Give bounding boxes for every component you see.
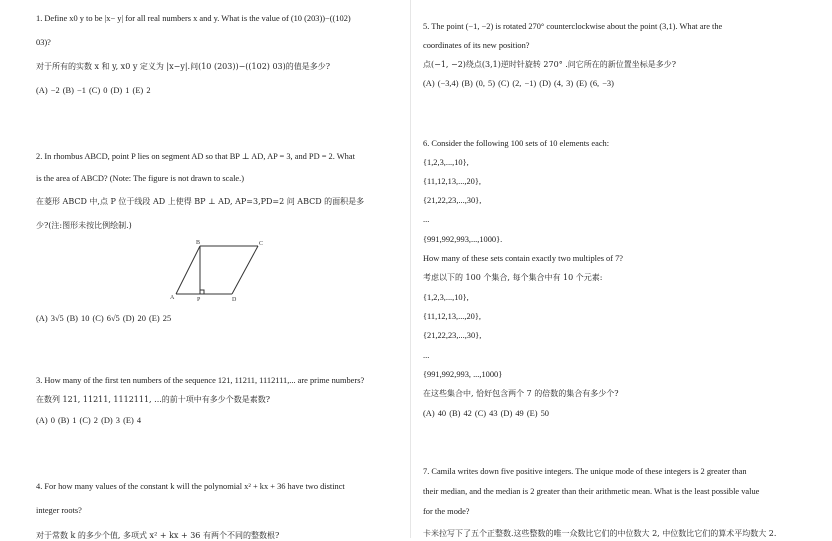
right-angle-mark bbox=[200, 290, 204, 294]
question-4-text-line-1: 4. For how many values of the constant k will the polynomial x² + kx + 36 have two distinct bbox=[36, 482, 345, 491]
question-6-question: How many of these sets contain exactly two multiples of 7? bbox=[423, 254, 624, 263]
question-2-text-line-1: 2. In rhombus ABCD, point P lies on segment AD so that BP ⊥ AD, AP = 3, and PD = 2. What bbox=[36, 152, 355, 161]
question-7-text-line-3: for the mode? bbox=[423, 507, 470, 516]
set-ellipsis-zh: ... bbox=[423, 351, 430, 360]
vertex-label-b: B bbox=[196, 240, 201, 246]
set-line: {991,992,993,...,1000}. bbox=[423, 235, 503, 244]
set-line: {21,22,23,...,30}, bbox=[423, 196, 482, 205]
question-1-options: (A) −2 (B) −1 (C) 0 (D) 1 (E) 2 bbox=[36, 86, 151, 95]
set-line-zh: {21,22,23,...,30}, bbox=[423, 331, 482, 340]
question-2-chinese-text-line-1: 在菱形 ABCD 中,点 P 位于线段 AD 上使得 BP ⊥ AD, AP=3,PD=2 问 ABCD 的面积是多 bbox=[36, 197, 365, 206]
question-1-text-line-1: 1. Define x0 y to be |x− y| for all real numbers x and y. What is the value of (10 (203))−((102) bbox=[36, 14, 351, 23]
rhombus-figure bbox=[168, 238, 268, 304]
question-7-text-line-1: 7. Camila writes down five positive integers. The unique mode of these integers is 2 greater than bbox=[423, 467, 747, 476]
question-2-chinese-text-line-2: 少?(注:图形未按比例绘制.) bbox=[36, 221, 132, 230]
question-3-options: (A) 0 (B) 1 (C) 2 (D) 3 (E) 4 bbox=[36, 416, 142, 425]
rhombus-side-cd bbox=[232, 246, 258, 294]
question-5-text-line-1: 5. The point (−1, −2) is rotated 270° counterclockwise about the point (3,1). What are the bbox=[423, 22, 723, 31]
question-3-chinese-text: 在数列 121, 11211, 1112111, ...的前十项中有多少个数是素数? bbox=[36, 395, 271, 404]
question-1-chinese-text: 对于所有的实数 x 和 y, x0 y 定义为 |x−y|.问(10 (203))−((102) 03)的值是多少? bbox=[36, 62, 331, 71]
question-5-options: (A) (−3,4) (B) (0, 5) (C) (2, −1) (D) (4, 3) (E) (6, −3) bbox=[423, 79, 614, 88]
vertex-label-a: A bbox=[170, 295, 175, 301]
rhombus-side-ab bbox=[176, 246, 200, 294]
set-line: {11,12,13,...,20}, bbox=[423, 177, 481, 186]
set-line-zh: {1,2,3,...,10}, bbox=[423, 293, 469, 302]
set-line-zh: {991,992,993, ...,1000} bbox=[423, 370, 503, 379]
question-6-text-line-1: 6. Consider the following 100 sets of 10 elements each: bbox=[423, 139, 610, 148]
set-line-zh: {11,12,13,...,20}, bbox=[423, 312, 481, 321]
question-6-chinese-intro: 考虑以下的 100 个集合, 每个集合中有 10 个元素: bbox=[423, 273, 603, 282]
vertex-label-d: D bbox=[232, 297, 237, 303]
vertex-label-c: C bbox=[259, 241, 264, 247]
question-4-text-line-2: integer roots? bbox=[36, 506, 82, 515]
set-ellipsis: ... bbox=[423, 215, 430, 224]
question-7-text-line-2: their median, and the median is 2 greater than their arithmetic mean. What is the least possible value bbox=[423, 487, 760, 496]
point-label-p: P bbox=[197, 297, 201, 303]
question-3-text-line-1: 3. How many of the first ten numbers of the sequence 121, 11211, 1112111,... are prime numbers? bbox=[36, 376, 365, 385]
question-5-text-line-2: coordinates of its new position? bbox=[423, 41, 530, 50]
question-1-text-line-2: 03)? bbox=[36, 38, 51, 47]
set-line: {1,2,3,...,10}, bbox=[423, 158, 469, 167]
question-6-chinese-question: 在这些集合中, 恰好包含两个 7 的倍数的集合有多少个? bbox=[423, 389, 619, 398]
question-7-chinese-text-cut: 卡米拉写下了五个正整数.这些整数的唯一众数比它们的中位数大 2, 中位数比它们的算术平均数大 2. bbox=[423, 529, 777, 538]
question-2-options: (A) 3√5 (B) 10 (C) 6√5 (D) 20 (E) 25 bbox=[36, 314, 172, 323]
left-column bbox=[0, 0, 410, 538]
question-4-chinese-text-cut: 对于常数 k 的多少个值, 多项式 x² + kx + 36 有两个不同的整数根? bbox=[36, 531, 280, 540]
right-column bbox=[410, 0, 832, 538]
question-2-text-line-2: is the area of ABCD? (Note: The figure is not drawn to scale.) bbox=[36, 174, 244, 183]
question-5-chinese-text: 点(−1, −2)绕点(3,1)逆时针旋转 270° .问它所在的新位置坐标是多少? bbox=[423, 60, 677, 69]
question-6-options: (A) 40 (B) 42 (C) 43 (D) 49 (E) 50 bbox=[423, 409, 549, 418]
